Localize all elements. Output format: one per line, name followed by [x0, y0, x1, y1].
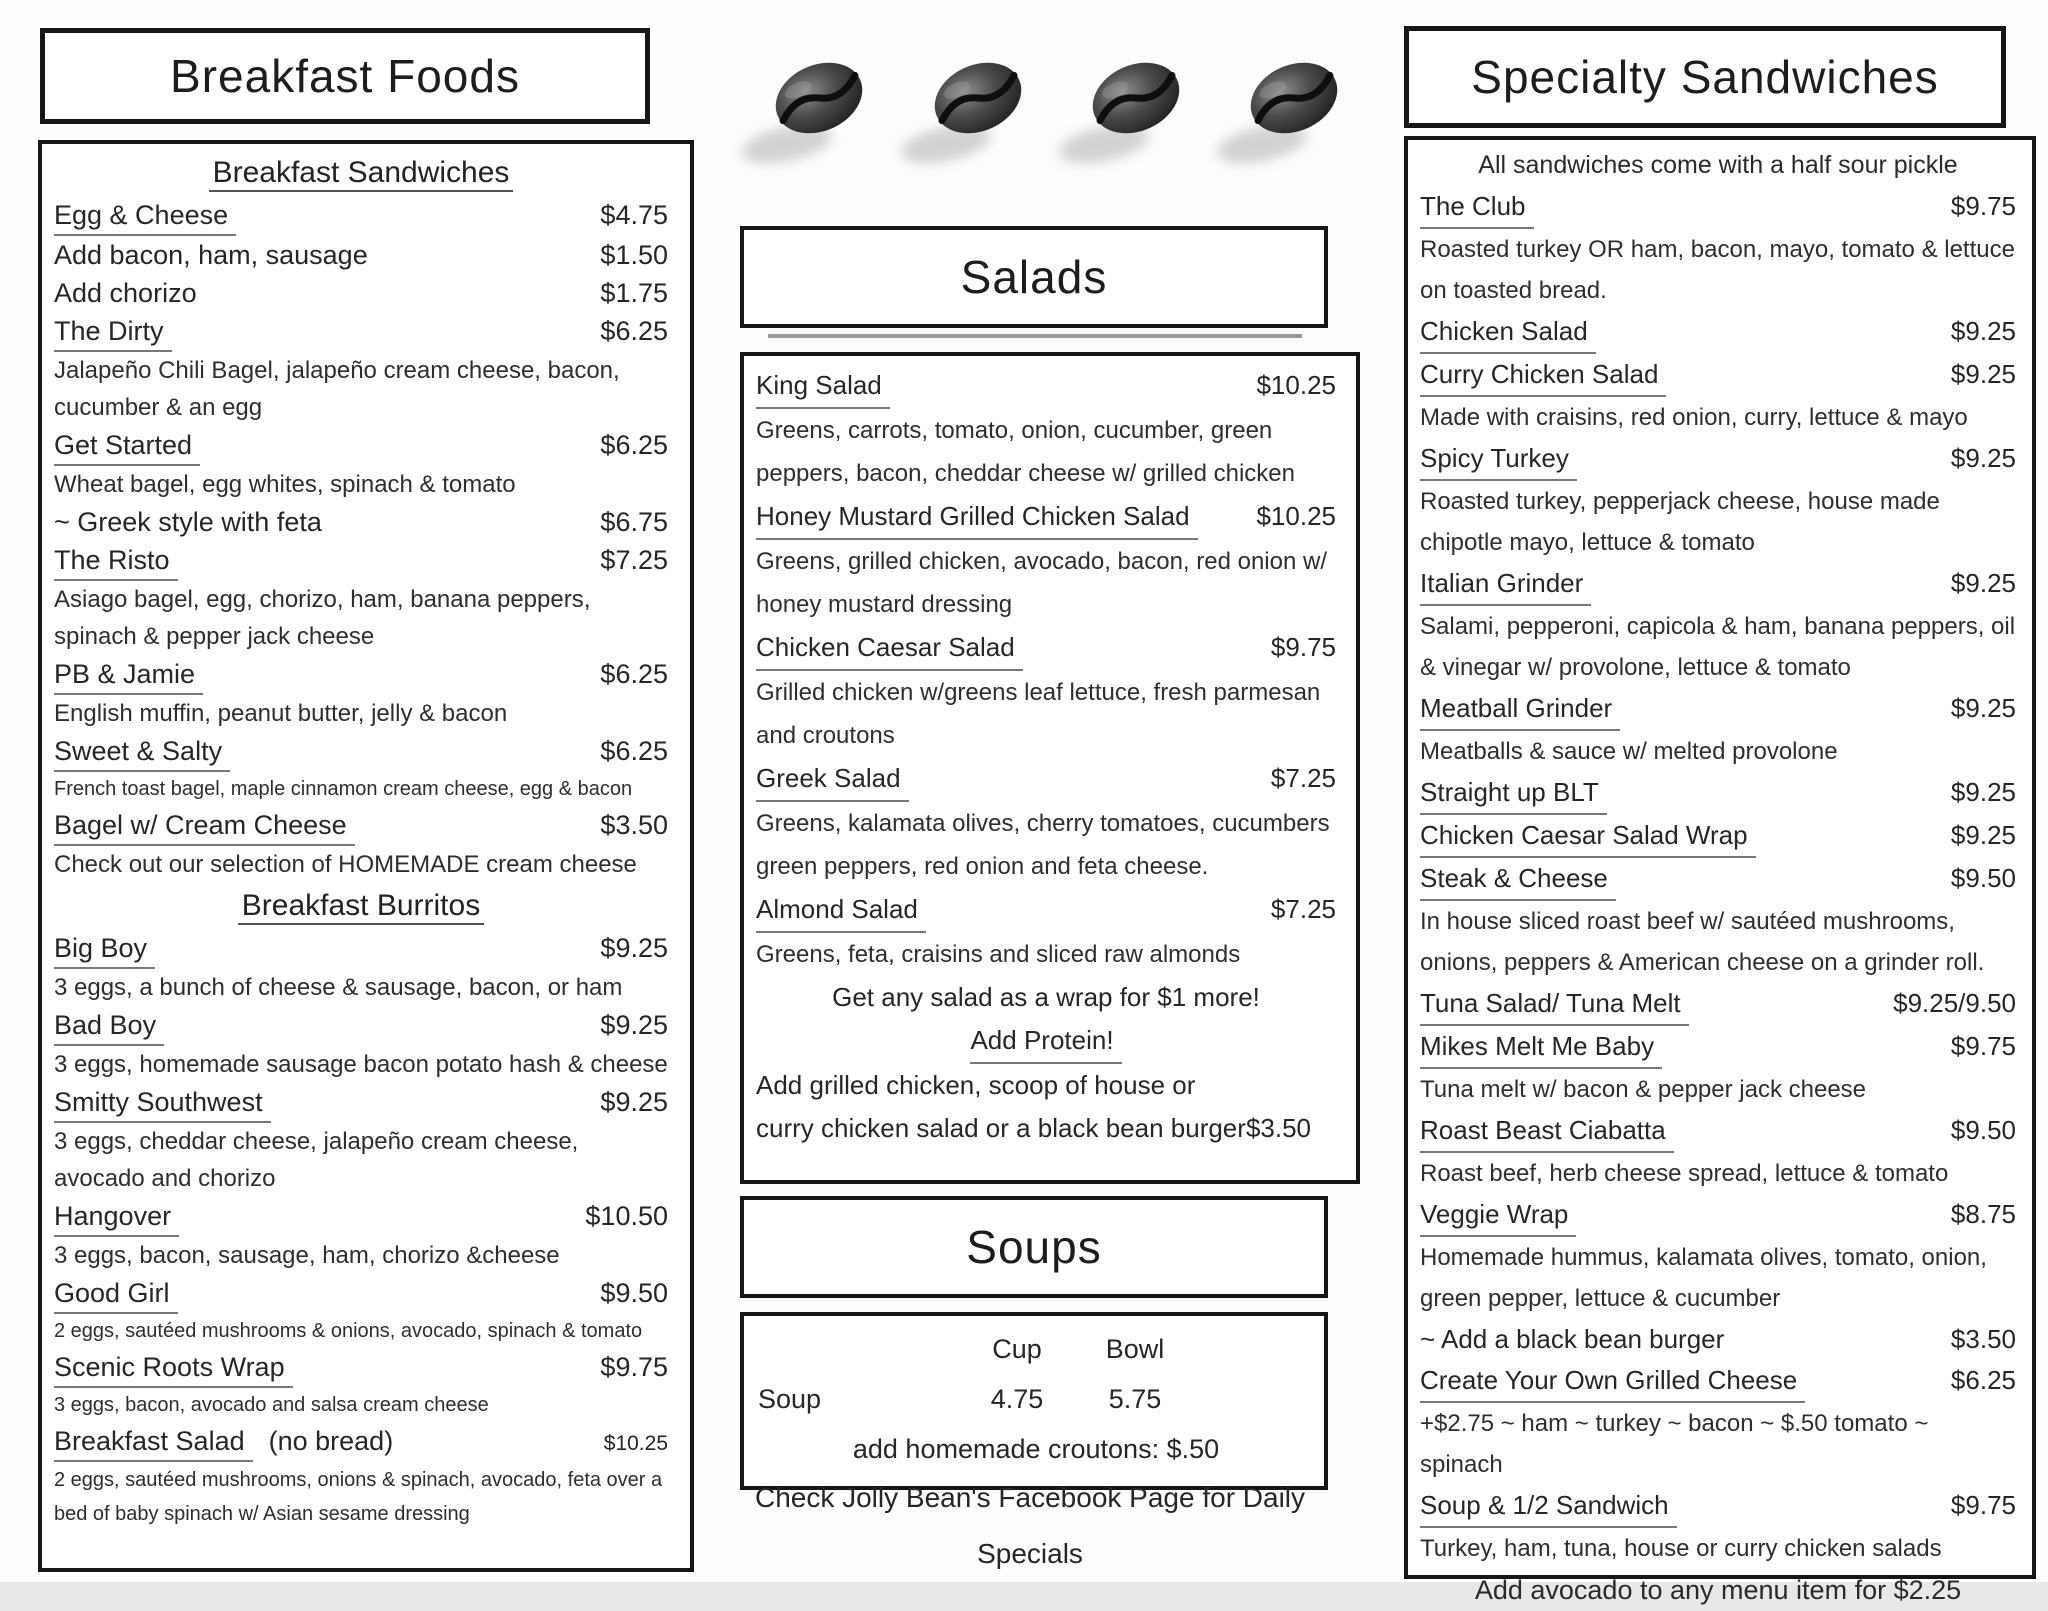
item-name: Mikes Melt Me Baby: [1420, 1026, 1662, 1069]
menu-item: [1420, 1360, 2016, 1485]
facebook-note-line2: Specials: [977, 1538, 1083, 1569]
menu-item: [54, 1197, 668, 1274]
item-price: $9.25: [1950, 777, 2016, 807]
menu-item-line: [1420, 1110, 2016, 1153]
item-name: The Club: [1420, 186, 1534, 229]
menu-item: [1420, 354, 2016, 438]
menu-item-line: [54, 541, 668, 581]
breakfast-foods-panel: [38, 140, 694, 1572]
menu-item-line: [1420, 1319, 2016, 1360]
item-description: Tuna melt w/ bacon & pepper jack cheese: [1420, 1076, 1867, 1103]
soups-title-box: [740, 1196, 1328, 1298]
avocado-note: Add avocado to any menu item for $2.25: [1474, 1575, 1962, 1605]
menu-item-line: [54, 274, 668, 312]
item-description: Grilled chicken w/greens leaf lettuce, fresh parmesan and croutons: [756, 679, 1321, 749]
menu-item: [54, 1348, 668, 1422]
menu-item: [756, 495, 1336, 626]
item-description: In house sliced roast beef w/ sautéed mushrooms, onions, peppers & American cheese on a grinder roll.: [1420, 908, 1985, 976]
item-price: $9.25: [1950, 443, 2016, 473]
menu-item: [1420, 438, 2016, 563]
item-name: The Dirty: [54, 312, 172, 352]
spacer: [1194, 1374, 1314, 1424]
item-description: Turkey, ham, tuna, house or curry chicken salads: [1420, 1535, 1942, 1562]
menu-item: [54, 196, 668, 236]
menu-item-line: [54, 1274, 668, 1314]
salads-title-box: [740, 226, 1328, 328]
menu-item: [1420, 186, 2016, 311]
item-price: $9.25: [1950, 820, 2016, 850]
item-price: $9.75: [1950, 1490, 2016, 1520]
item-price: $8.75: [1950, 1199, 2016, 1229]
menu-item-line: [1420, 815, 2016, 858]
specialty-sandwiches-title: Specialty Sandwiches: [1471, 51, 1939, 103]
menu-item: [54, 1083, 668, 1197]
menu-item-line: [54, 1197, 668, 1237]
coffee-bean-icon: [896, 46, 1046, 172]
section-heading: [54, 150, 668, 196]
item-price: $3.50: [600, 810, 668, 840]
item-description: Check out our selection of HOMEMADE cream cheese: [54, 851, 637, 878]
menu-item: [1420, 1026, 2016, 1110]
item-price: $3.50: [1950, 1324, 2016, 1354]
menu-item-line: [756, 495, 1336, 540]
item-description: 2 eggs, sautéed mushrooms & onions, avocado, spinach & tomato: [54, 1320, 643, 1342]
menu-item-line: [54, 732, 668, 772]
item-description: Homemade hummus, kalamata olives, tomato, onion, green pepper, lettuce & cucumber: [1420, 1244, 1987, 1312]
item-name: Smitty Southwest: [54, 1083, 271, 1123]
menu-item: [54, 929, 668, 1006]
menu-item-line: [54, 503, 668, 541]
cup-column-header: Cup: [992, 1334, 1042, 1364]
specialty-sandwiches-panel: [1404, 136, 2036, 1605]
menu-item: [54, 503, 668, 541]
item-name: Create Your Own Grilled Cheese: [1420, 1360, 1805, 1403]
item-description: 3 eggs, cheddar cheese, jalapeño cream cheese, avocado and chorizo: [54, 1128, 579, 1192]
menu-item: [1420, 1194, 2016, 1319]
section-heading-text: Breakfast Burritos: [238, 889, 484, 925]
item-price: $9.25: [1950, 568, 2016, 598]
menu-item: [1420, 858, 2016, 983]
item-price: $9.50: [1950, 1115, 2016, 1145]
item-name: Curry Chicken Salad: [1420, 354, 1666, 397]
soup-table: [744, 1316, 1324, 1474]
croutons-note: add homemade croutons: $.50: [852, 1434, 1220, 1464]
menu-item: [756, 757, 1336, 888]
menu-item-line: [1420, 438, 2016, 481]
item-description: Greens, feta, craisins and sliced raw almonds: [756, 941, 1241, 968]
menu-item-line: [54, 196, 668, 236]
item-price: $7.25: [1270, 894, 1336, 924]
spacer: [758, 1324, 958, 1374]
item-name: Get any salad as a wrap for $1 more!: [832, 982, 1260, 1012]
menu-item-line: [1420, 354, 2016, 397]
menu-item-line: [54, 1348, 668, 1388]
item-description: French toast bagel, maple cinnamon cream cheese, egg & bacon: [54, 778, 633, 800]
menu-item-line: [756, 976, 1336, 1019]
menu-item: [756, 364, 1336, 495]
item-price: $9.50: [600, 1278, 668, 1308]
menu-item-line: [1420, 688, 2016, 731]
menu-item-line: [54, 236, 668, 274]
item-price: $6.25: [600, 736, 668, 766]
item-description: Greens, carrots, tomato, onion, cucumber, green peppers, bacon, cheddar cheese w/ grilled chicken: [756, 417, 1295, 487]
item-name: Steak & Cheese: [1420, 858, 1616, 901]
item-price: $6.25: [600, 659, 668, 689]
item-name: Add chorizo: [54, 278, 197, 308]
item-description: Meatballs & sauce w/ melted provolone: [1420, 738, 1838, 765]
item-price: $9.25: [1950, 359, 2016, 389]
menu-item: [1420, 983, 2016, 1026]
divider-rule: [768, 334, 1302, 338]
menu-item-line: [54, 312, 668, 352]
item-name: Roast Beast Ciabatta: [1420, 1110, 1674, 1153]
item-name: Scenic Roots Wrap: [54, 1348, 293, 1388]
spacer: [1194, 1324, 1314, 1374]
menu-item-line: [54, 1422, 668, 1463]
menu-item: [1420, 772, 2016, 815]
item-name: Big Boy: [54, 929, 155, 969]
menu-item-line: [756, 757, 1336, 802]
salads-panel: [740, 352, 1360, 1184]
menu-item-line: [1420, 772, 2016, 815]
item-price: $9.75: [600, 1352, 668, 1382]
item-description: 2 eggs, sautéed mushrooms, onions & spinach, avocado, feta over a bed of baby spinach w/ Asian sesame dressing: [54, 1469, 663, 1525]
item-price: $9.75: [1950, 191, 2016, 221]
menu-item-line: [756, 364, 1336, 409]
menu-item: [1420, 815, 2016, 858]
item-name: King Salad: [756, 364, 890, 409]
menu-item: [756, 976, 1336, 1019]
item-name: Egg & Cheese: [54, 196, 236, 236]
item-description: 3 eggs, bacon, sausage, ham, chorizo &cheese: [54, 1242, 560, 1269]
soups-title: Soups: [966, 1221, 1102, 1273]
item-name: Bagel w/ Cream Cheese: [54, 806, 355, 846]
item-description: Asiago bagel, egg, chorizo, ham, banana peppers, spinach & pepper jack cheese: [54, 586, 591, 650]
menu-item: [1420, 1485, 2016, 1569]
menu-item-line: [756, 1107, 1336, 1150]
item-description: Greens, kalamata olives, cherry tomatoes, cucumbers green peppers, red onion and feta cheese.: [756, 810, 1330, 880]
item-price: $6.25: [600, 430, 668, 460]
item-name: Bad Boy: [54, 1006, 164, 1046]
item-description: English muffin, peanut butter, jelly & bacon: [54, 700, 508, 727]
item-name: Good Girl: [54, 1274, 178, 1314]
soups-panel: [740, 1312, 1328, 1490]
item-name: Add bacon, ham, sausage: [54, 240, 368, 270]
item-description: Roasted turkey OR ham, bacon, mayo, tomato & lettuce on toasted bread.: [1420, 236, 2015, 304]
menu-item: [1420, 311, 2016, 354]
item-name: ~ Add a black bean burger: [1420, 1324, 1725, 1354]
item-price: $4.75: [600, 200, 668, 230]
menu-item: [1420, 688, 2016, 772]
item-name: Tuna Salad/ Tuna Melt: [1420, 983, 1689, 1026]
item-description: 3 eggs, a bunch of cheese & sausage, bacon, or ham: [54, 974, 623, 1001]
coffee-bean-icon: [737, 46, 887, 172]
salads-items: [756, 364, 1336, 1150]
item-price: $9.25: [1950, 693, 2016, 723]
menu-item-line: [54, 426, 668, 466]
menu-item: [1420, 563, 2016, 688]
facebook-note: [720, 1470, 1340, 1582]
facebook-note-line1: Check Jolly Bean's Facebook Page for Daily: [754, 1482, 1306, 1513]
item-price: $9.25: [600, 1010, 668, 1040]
item-name: Breakfast Salad: [54, 1422, 253, 1462]
item-suffix: (no bread): [268, 1426, 394, 1456]
menu-item-line: [54, 806, 668, 846]
menu-item: [54, 1006, 668, 1083]
item-price: $6.75: [600, 507, 668, 537]
menu-item: [1420, 1319, 2016, 1360]
menu-item-line: [1420, 563, 2016, 606]
menu-item: [756, 1107, 1336, 1150]
item-description: Roast beef, herb cheese spread, lettuce & tomato: [1420, 1160, 1949, 1187]
menu-item: [54, 806, 668, 883]
item-name: Spicy Turkey: [1420, 438, 1577, 481]
menu-item: [54, 541, 668, 655]
item-description: Jalapeño Chili Bagel, jalapeño cream cheese, bacon, cucumber & an egg: [54, 357, 620, 421]
section-heading-text: Breakfast Sandwiches: [209, 156, 514, 192]
breakfast-burritos-items: [54, 929, 668, 1531]
item-price: $9.25: [1950, 316, 2016, 346]
item-name: PB & Jamie: [54, 655, 203, 695]
menu-item-line: [54, 1083, 668, 1123]
specialty-sandwiches-items: [1420, 186, 2016, 1569]
menu-item: [54, 732, 668, 806]
bowl-column-header: Bowl: [1105, 1334, 1165, 1364]
item-description: Salami, pepperoni, capicola & ham, banana peppers, oil & vinegar w/ provolone, lettuce & tomato: [1420, 613, 2016, 681]
item-description: 3 eggs, bacon, avocado and salsa cream cheese: [54, 1394, 489, 1416]
item-name: Veggie Wrap: [1420, 1194, 1576, 1237]
item-price: $9.75: [1950, 1031, 2016, 1061]
menu-item-line: [1420, 186, 2016, 229]
item-description: Greens, grilled chicken, avocado, bacon, red onion w/ honey mustard dressing: [756, 548, 1327, 618]
soup-bowl-price: 5.75: [1108, 1384, 1162, 1414]
soup-row-label: Soup: [758, 1384, 822, 1414]
item-name: curry chicken salad or a black bean burger: [756, 1113, 1246, 1143]
coffee-bean-icon: [1054, 46, 1204, 172]
menu-item: [756, 888, 1336, 976]
menu-item-line: [54, 929, 668, 969]
menu-item: [54, 236, 668, 274]
item-price: $10.25: [603, 1432, 668, 1455]
item-price: $10.50: [585, 1201, 668, 1231]
item-name: Italian Grinder: [1420, 563, 1591, 606]
menu-item-line: [1420, 311, 2016, 354]
item-name: Hangover: [54, 1197, 179, 1237]
menu-item-line: [1420, 983, 2016, 1026]
item-name: Honey Mustard Grilled Chicken Salad: [756, 495, 1198, 540]
item-price: $9.25/9.50: [1893, 988, 2016, 1018]
soup-cup-price: 4.75: [990, 1384, 1044, 1414]
item-name: The Risto: [54, 541, 178, 581]
menu-item: [54, 655, 668, 732]
menu-item: [756, 1019, 1336, 1064]
menu-item: [54, 274, 668, 312]
item-description: 3 eggs, homemade sausage bacon potato hash & cheese: [54, 1051, 668, 1078]
item-name: Chicken Salad: [1420, 311, 1596, 354]
item-price: $10.25: [1256, 370, 1336, 400]
salads-title: Salads: [960, 251, 1108, 303]
menu-item-line: [756, 1064, 1336, 1107]
item-name: Meatball Grinder: [1420, 688, 1620, 731]
item-price: $1.75: [600, 278, 668, 308]
menu-item-line: [1420, 1026, 2016, 1069]
item-description: +$2.75 ~ ham ~ turkey ~ bacon ~ $.50 tomato ~ spinach: [1420, 1410, 1929, 1478]
item-name: ~ Greek style with feta: [54, 507, 322, 537]
menu-item: [54, 1422, 668, 1531]
coffee-bean-icon: [1212, 46, 1362, 172]
item-price: $10.25: [1256, 501, 1336, 531]
item-name: Get Started: [54, 426, 200, 466]
item-name: Straight up BLT: [1420, 772, 1607, 815]
item-price: $7.25: [600, 545, 668, 575]
menu-item-line: [1420, 1360, 2016, 1403]
menu-item-line: [756, 888, 1336, 933]
item-name: Chicken Caesar Salad: [756, 626, 1023, 671]
item-name: Add grilled chicken, scoop of house or: [756, 1070, 1196, 1100]
item-price: $1.50: [600, 240, 668, 270]
item-name: Almond Salad: [756, 888, 926, 933]
menu-item: [54, 426, 668, 503]
menu-item: [54, 312, 668, 426]
menu-item: [1420, 1110, 2016, 1194]
menu-item-line: [1420, 1485, 2016, 1528]
item-price: $9.25: [600, 933, 668, 963]
menu-item-line: [54, 655, 668, 695]
menu-item: [54, 1274, 668, 1348]
item-price: $9.75: [1270, 632, 1336, 662]
menu-item: [756, 626, 1336, 757]
breakfast-foods-title: Breakfast Foods: [170, 50, 520, 102]
menu-item: [756, 1064, 1336, 1107]
item-price: $3.50: [1245, 1113, 1312, 1143]
breakfast-foods-title-box: [40, 28, 650, 124]
item-description: Wheat bagel, egg whites, spinach & tomato: [54, 471, 516, 498]
menu-item-line: [756, 626, 1336, 671]
breakfast-sandwiches-items: [54, 196, 668, 883]
item-description: Roasted turkey, pepperjack cheese, house made chipotle mayo, lettuce & tomato: [1420, 488, 1940, 556]
specialty-sandwiches-title-box: [1404, 26, 2006, 128]
item-price: $9.25: [600, 1087, 668, 1117]
item-price: $6.25: [1950, 1365, 2016, 1395]
menu-item-line: [1420, 858, 2016, 901]
item-name: Chicken Caesar Salad Wrap: [1420, 815, 1756, 858]
section-heading: [54, 883, 668, 929]
pickle-note: All sandwiches come with a half sour pickle: [1478, 151, 1958, 179]
menu-item-line: [1420, 1194, 2016, 1237]
menu-item-line: [54, 1006, 668, 1046]
item-price: $9.50: [1950, 863, 2016, 893]
item-price: $6.25: [600, 316, 668, 346]
item-price: $7.25: [1270, 763, 1336, 793]
menu-item-line: [756, 1019, 1336, 1064]
item-name: Sweet & Salty: [54, 732, 230, 772]
item-name: Add Protein!: [970, 1019, 1121, 1064]
item-description: Made with craisins, red onion, curry, lettuce & mayo: [1420, 404, 1968, 431]
item-name: Soup & 1/2 Sandwich: [1420, 1485, 1677, 1528]
item-name: Greek Salad: [756, 757, 909, 802]
